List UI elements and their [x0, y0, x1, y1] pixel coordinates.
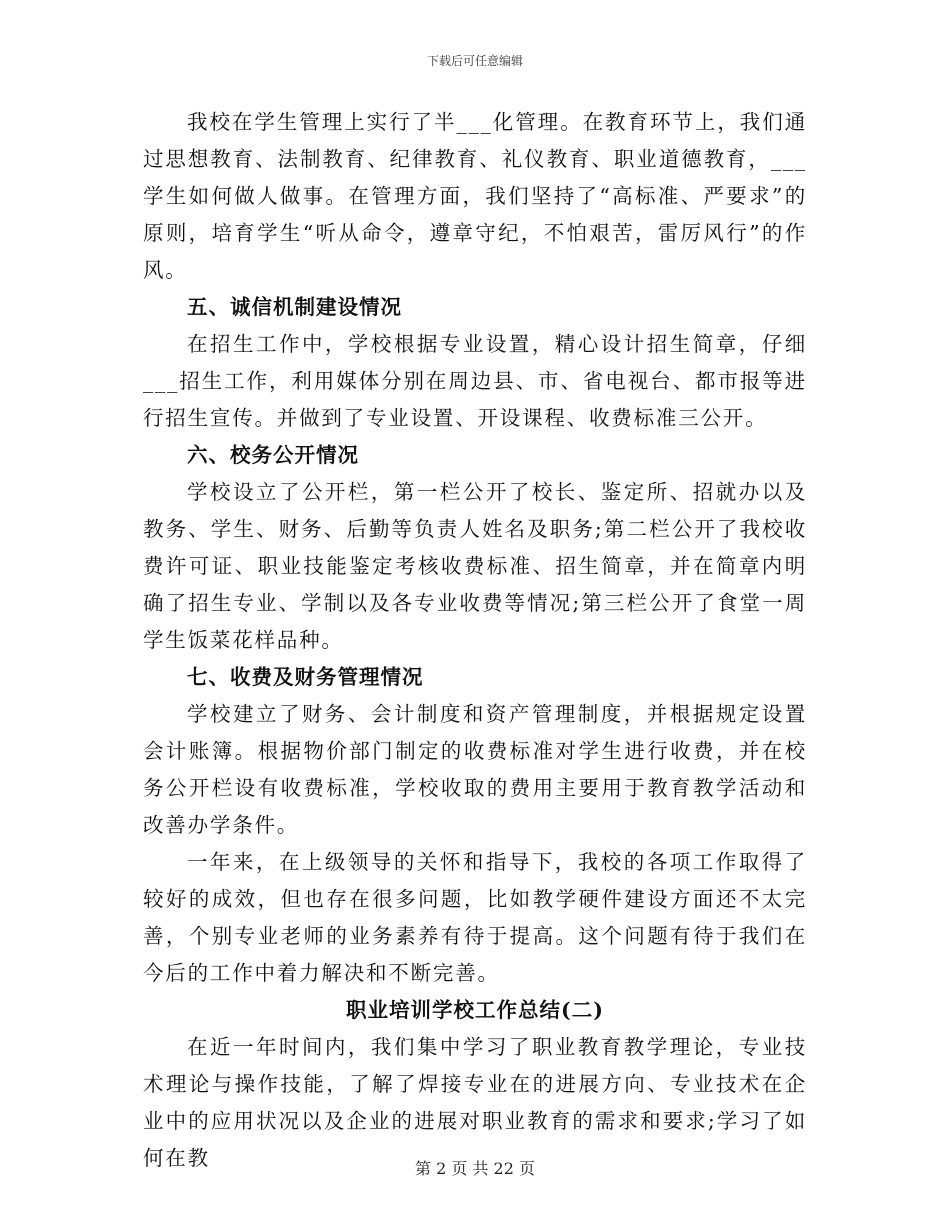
- paragraph-finance: 学校建立了财务、会计制度和资产管理制度，并根据规定设置会计账簿。根据物价部门制定的收费标准对学生进行收费，并在校务公开栏设有收费标准，学校收取的费用主要用于教育教学活动和改善办学条件。: [143, 702, 807, 837]
- download-note: 下载后可任意编辑: [426, 54, 523, 68]
- paragraph-enrollment: 在招生工作中，学校根据专业设置，精心设计招生简章，仔细___招生工作，利用媒体分别在周边县、市、省电视台、都市报等进行招生宣传。并做到了专业设置、开设课程、收费标准三公开。: [143, 332, 807, 430]
- paragraph-student-management: 我校在学生管理上实行了半___化管理。在教育环节上，我们通过思想教育、法制教育、纪律教育、礼仪教育、职业道德教育，___学生如何做人做事。在管理方面，我们坚持了“高标准、严要求”的原则，培育学生“听从命令，遵章守纪，不怕艰苦，雷厉风行”的作风。: [143, 110, 807, 282]
- document-title-part-two: 职业培训学校工作总结(二): [346, 998, 604, 1022]
- paragraph-study: 在近一年时间内，我们集中学习了职业教育教学理论，专业技术理论与操作技能，了解了焊接专业在的进展方向、专业技术在企业中的应用状况以及企业的进展对职业教育的需求和要求;学习了如何在教: [143, 1035, 807, 1170]
- document-body: [143, 104, 807, 1177]
- paragraph-summary: 一年来，在上级领导的关怀和指导下，我校的各项工作取得了较好的成效，但也存在很多问题，比如教学硬件建设方面还不太完善，个别专业老师的业务素养有待于提高。这个问题有待于我们在今后的工作中着力解决和不断完善。: [143, 850, 807, 985]
- section-heading-transparency: 六、校务公开情况: [187, 443, 359, 467]
- paragraph-bulletin-board: 学校设立了公开栏，第一栏公开了校长、鉴定所、招就办以及教务、学生、财务、后勤等负责人姓名及职务;第二栏公开了我校收费许可证、职业技能鉴定考核收费标准、招生简章，并在简章内明确了招生专业、学制以及各专业收费等情况;第三栏公开了食堂一周学生饭菜花样品种。: [143, 480, 807, 652]
- section-heading-integrity: 五、诚信机制建设情况: [187, 295, 402, 319]
- section-heading-finance: 七、收费及财务管理情况: [187, 665, 424, 689]
- page-number: 第 2 页 共 22 页: [415, 1159, 535, 1178]
